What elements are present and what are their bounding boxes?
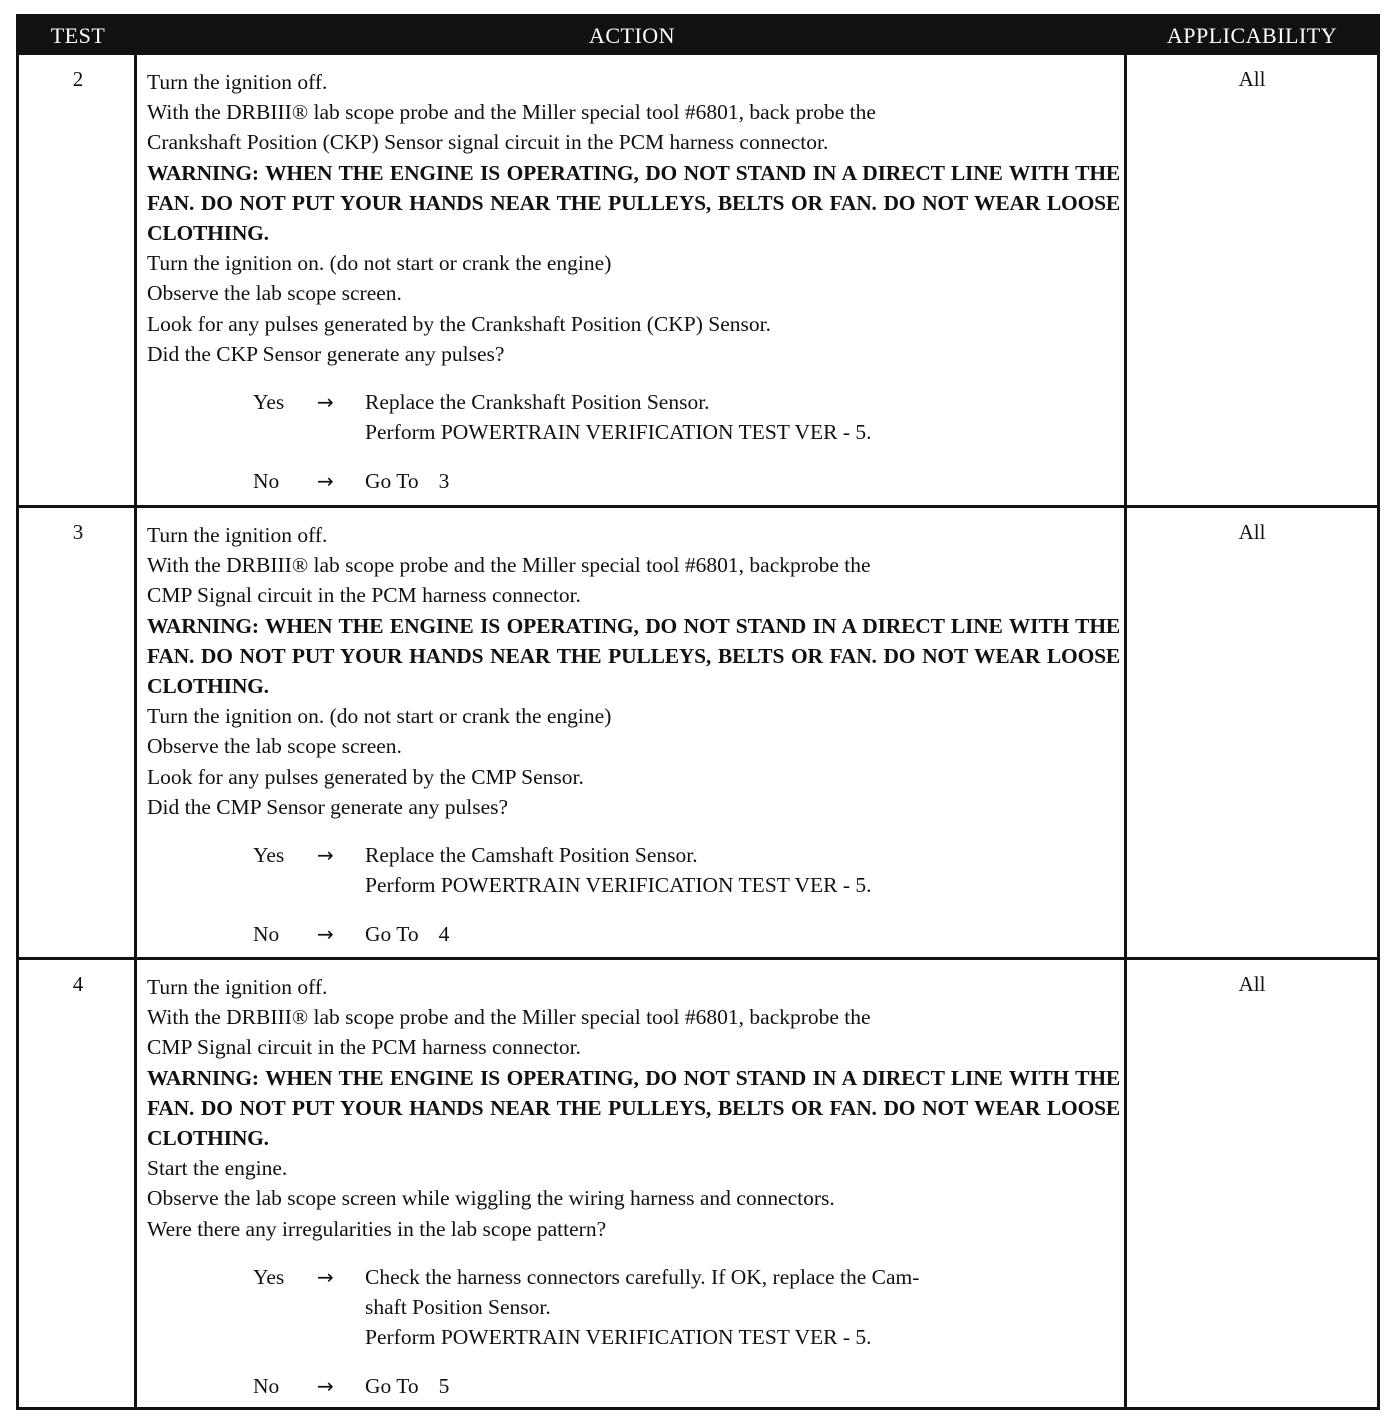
yes-label: Yes: [253, 390, 285, 415]
arrow-right-icon: →: [317, 1374, 334, 1399]
table-row-test-4: [19, 957, 1377, 1407]
action-question: Did the CMP Sensor generate any pulses?: [147, 794, 509, 819]
no-label: No: [253, 1374, 280, 1399]
arrow-right-icon: →: [317, 390, 334, 415]
arrow-right-icon: →: [317, 922, 334, 947]
goto-number: 4: [438, 922, 450, 947]
action-line: Look for any pulses generated by the CMP Sensor.: [147, 764, 584, 789]
action-line: Observe the lab scope screen.: [147, 281, 402, 306]
outcome-no: [253, 1371, 1120, 1401]
yes-result: [365, 840, 1120, 900]
test-number: 2: [72, 67, 84, 91]
header-applicability: APPLICABILITY: [1166, 23, 1338, 48]
goto-text: Go To: [365, 469, 419, 494]
goto-number: 3: [438, 469, 450, 494]
action-line: Turn the ignition on. (do not start or crank the engine): [147, 251, 612, 276]
action-cell: [147, 972, 1120, 1402]
yes-result: [365, 387, 1120, 447]
action-line: Start the engine.: [147, 1156, 288, 1181]
yes-result: [365, 1262, 1120, 1353]
action-line: CMP Signal circuit in the PCM harness connector.: [147, 1035, 581, 1060]
table-header: [19, 17, 1377, 55]
action-cell: [147, 520, 1120, 950]
test-number: 3: [72, 520, 84, 544]
arrow-right-icon: →: [317, 469, 334, 494]
yes-line: Replace the Camshaft Position Sensor.: [365, 843, 698, 868]
action-line: Turn the ignition on. (do not start or crank the engine): [147, 704, 612, 729]
no-result: [365, 466, 1120, 496]
action-line: Look for any pulses generated by the Crankshaft Position (CKP) Sensor.: [147, 311, 772, 336]
warning-text: WARNING: WHEN THE ENGINE IS OPERATING, DO NOT STAND IN A DIRECT LINE WITH THE FAN. DO NOT PUT YOUR HANDS NEAR THE PULLEYS, BELTS OR FAN. DO NOT WEAR LOOSE CLOTHING.: [147, 1065, 1120, 1151]
action-line: With the DRBIII® lab scope probe and the Miller special tool #6801, back probe the: [147, 100, 876, 125]
goto-text: Go To: [365, 922, 419, 947]
applicability-value: All: [1238, 520, 1266, 544]
header-test: TEST: [50, 23, 106, 48]
outcome-no: [253, 466, 1120, 496]
arrow-right-icon: →: [317, 843, 334, 868]
diagnostic-table: [16, 14, 1380, 1410]
action-line: Observe the lab scope screen.: [147, 734, 402, 759]
yes-label: Yes: [253, 1264, 285, 1289]
action-line: Observe the lab scope screen while wiggling the wiring harness and connectors.: [147, 1186, 835, 1211]
yes-line: Perform POWERTRAIN VERIFICATION TEST VER - 5.: [365, 873, 872, 898]
yes-line: Perform POWERTRAIN VERIFICATION TEST VER - 5.: [365, 1325, 872, 1350]
yes-line: Perform POWERTRAIN VERIFICATION TEST VER - 5.: [365, 420, 872, 445]
action-line: With the DRBIII® lab scope probe and the Miller special tool #6801, backprobe the: [147, 1005, 871, 1030]
yes-line: Replace the Crankshaft Position Sensor.: [365, 390, 710, 415]
yes-line: shaft Position Sensor.: [365, 1295, 551, 1320]
goto-number: 5: [438, 1374, 450, 1399]
outcome-yes: [253, 840, 1120, 900]
no-result: [365, 1371, 1120, 1401]
test-number: 4: [72, 972, 84, 996]
action-line: Turn the ignition off.: [147, 70, 328, 94]
yes-line: Check the harness connectors carefully. If OK, replace the Cam-: [365, 1264, 920, 1289]
action-cell: [147, 67, 1120, 497]
header-action: ACTION: [588, 23, 676, 48]
outcome-no: [253, 919, 1120, 949]
action-line: With the DRBIII® lab scope probe and the Miller special tool #6801, backprobe the: [147, 553, 871, 578]
action-question: Did the CKP Sensor generate any pulses?: [147, 341, 505, 366]
no-result: [365, 919, 1120, 949]
action-question: Were there any irregularities in the lab scope pattern?: [147, 1216, 607, 1241]
table-row-test-2: [19, 55, 1377, 505]
action-line: Turn the ignition off.: [147, 523, 328, 547]
action-line: Turn the ignition off.: [147, 975, 328, 999]
no-label: No: [253, 922, 280, 947]
warning-text: WARNING: WHEN THE ENGINE IS OPERATING, DO NOT STAND IN A DIRECT LINE WITH THE FAN. DO NOT PUT YOUR HANDS NEAR THE PULLEYS, BELTS OR FAN. DO NOT WEAR LOOSE CLOTHING.: [147, 160, 1120, 246]
arrow-right-icon: →: [317, 1264, 334, 1289]
applicability-value: All: [1238, 67, 1266, 91]
warning-text: WARNING: WHEN THE ENGINE IS OPERATING, DO NOT STAND IN A DIRECT LINE WITH THE FAN. DO NOT PUT YOUR HANDS NEAR THE PULLEYS, BELTS OR FAN. DO NOT WEAR LOOSE CLOTHING.: [147, 613, 1120, 699]
no-label: No: [253, 469, 280, 494]
action-line: Crankshaft Position (CKP) Sensor signal circuit in the PCM harness connector.: [147, 130, 829, 155]
goto-text: Go To: [365, 1374, 419, 1399]
action-line: CMP Signal circuit in the PCM harness connector.: [147, 583, 581, 608]
table-row-test-3: [19, 505, 1377, 957]
applicability-value: All: [1238, 972, 1266, 996]
outcome-yes: [253, 387, 1120, 447]
outcome-yes: [253, 1262, 1120, 1353]
yes-label: Yes: [253, 843, 285, 868]
